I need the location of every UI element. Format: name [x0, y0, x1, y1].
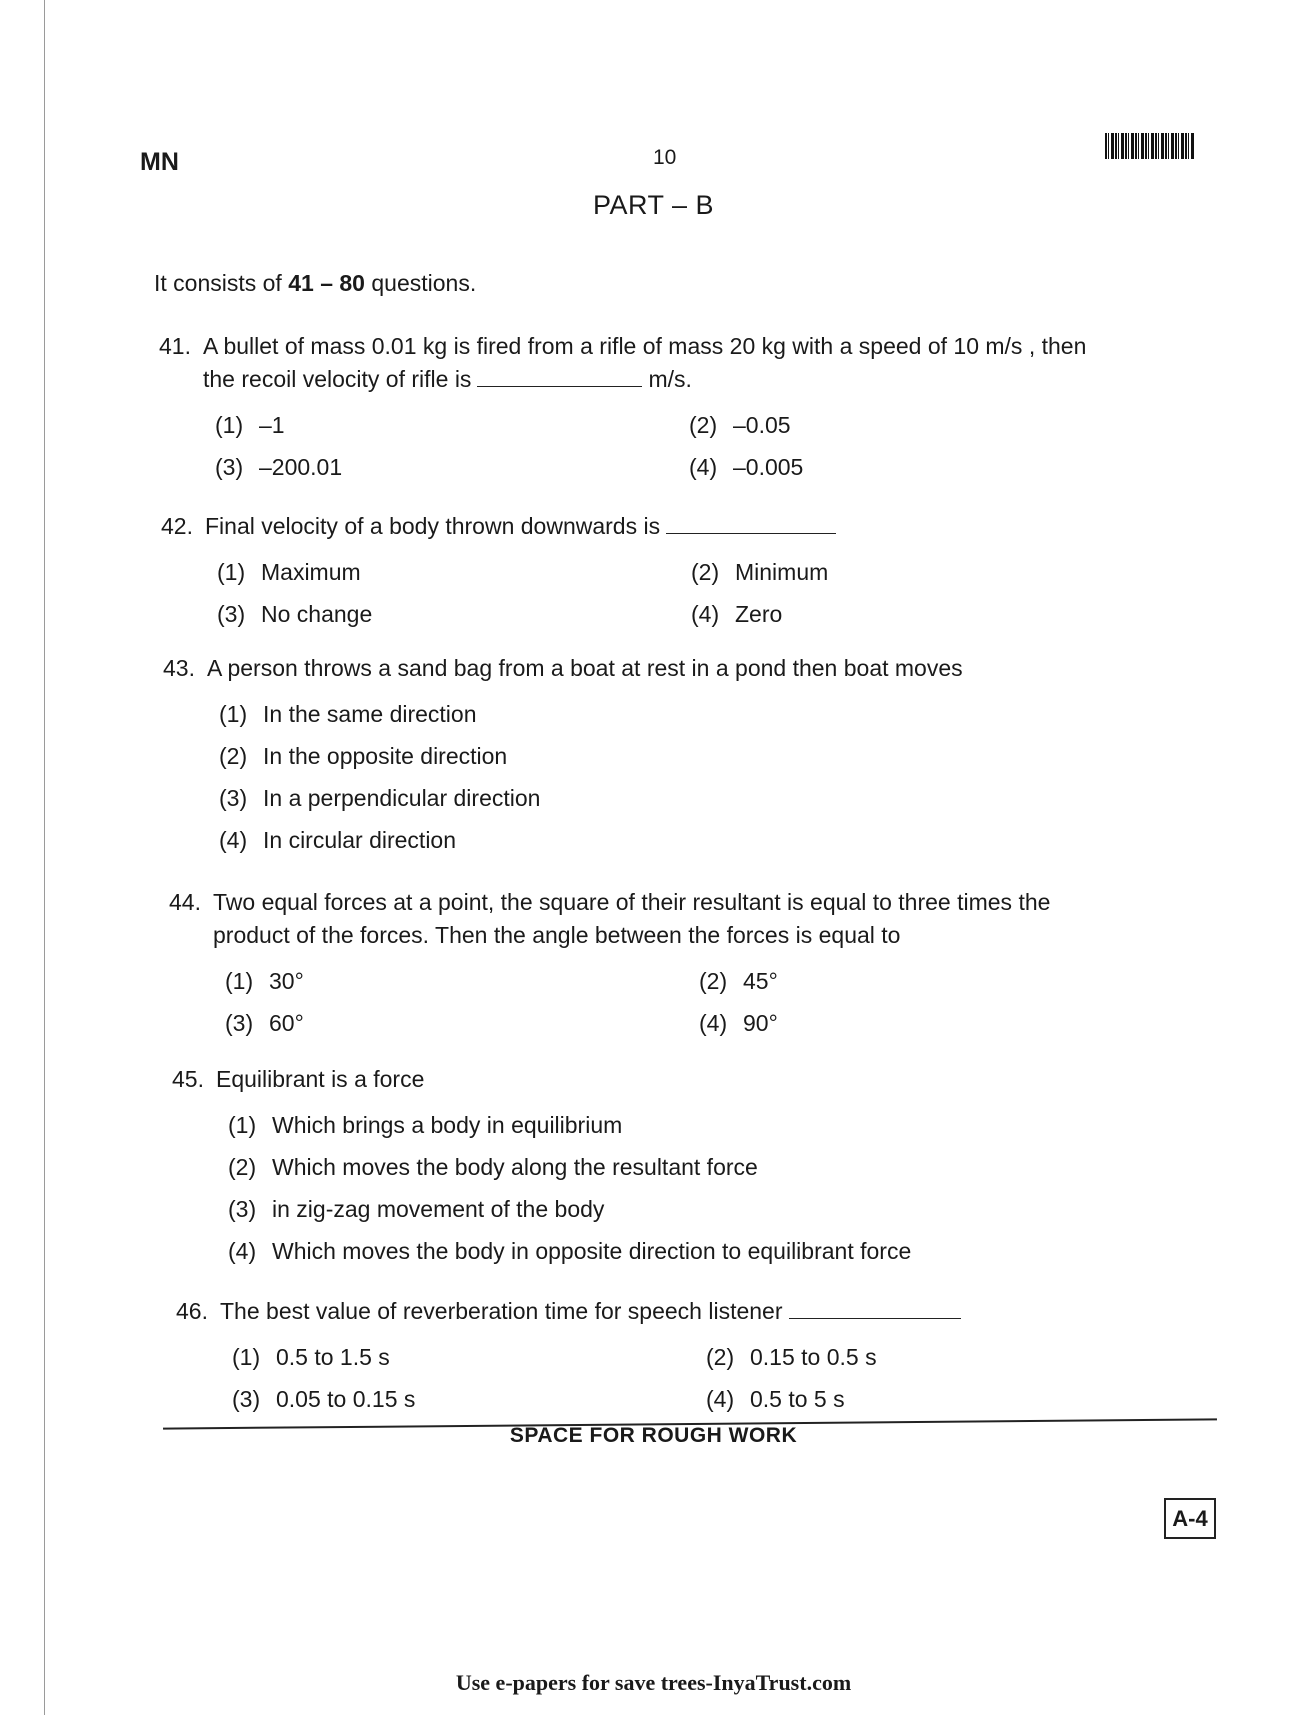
option-2: (2) 0.15 to 0.5 s — [706, 1344, 877, 1370]
question-42 — [161, 510, 1091, 635]
option-2: (2) –0.05 — [689, 412, 791, 438]
option-2: (2) In the opposite direction — [219, 743, 508, 769]
option-2: (2) Minimum — [691, 559, 829, 585]
options — [217, 551, 1091, 635]
option-3: (3) In a perpendicular direction — [219, 785, 541, 811]
question-number: 46. — [176, 1298, 208, 1324]
option-4: (4) 90° — [699, 1010, 778, 1036]
question-43 — [163, 652, 963, 861]
option-4: (4) Zero — [691, 601, 783, 627]
question-stem: Final velocity of a body thrown downwards is — [205, 513, 661, 539]
subject-code: MN — [140, 148, 179, 176]
answer-blank — [789, 1317, 961, 1319]
option-3: (3) –200.01 — [215, 454, 343, 480]
booklet-code-badge: A-4 — [1164, 1498, 1216, 1539]
option-3: (3) No change — [217, 601, 373, 627]
options — [219, 693, 963, 861]
answer-blank — [666, 532, 836, 534]
question-41 — [159, 330, 1089, 488]
option-1: (1) 0.5 to 1.5 s — [232, 1344, 390, 1370]
options — [228, 1104, 911, 1272]
question-number: 41. — [159, 333, 191, 359]
question-stem: A person throws a sand bag from a boat at rest in a pond then boat moves — [207, 655, 963, 681]
intro-suffix: questions. — [364, 270, 477, 296]
options — [215, 404, 1089, 488]
option-4: (4) Which moves the body in opposite direction to equilibrant force — [228, 1238, 912, 1264]
option-4: (4) In circular direction — [219, 827, 457, 853]
options — [225, 960, 1099, 1044]
part-title: PART – B — [592, 190, 715, 220]
options — [232, 1336, 1106, 1420]
question-45 — [172, 1063, 911, 1272]
question-unit: m/s. — [648, 366, 692, 392]
question-stem-line2: the recoil velocity of rifle is — [203, 366, 472, 392]
footer-text: Use e-papers for save trees-InyaTrust.com — [455, 1670, 852, 1695]
option-1: (1) Maximum — [217, 559, 361, 585]
rough-work-label: SPACE FOR ROUGH WORK — [509, 1424, 798, 1447]
option-4: (4) –0.005 — [689, 454, 804, 480]
option-3: (3) 60° — [225, 1010, 304, 1036]
question-stem: Equilibrant is a force — [216, 1066, 425, 1092]
option-1: (1) –1 — [215, 412, 285, 438]
option-1: (1) Which brings a body in equilibrium — [228, 1112, 623, 1138]
intro-prefix: It consists of — [154, 270, 289, 296]
page-number: 10 — [653, 146, 677, 169]
question-46 — [176, 1295, 1106, 1420]
barcode-icon — [1105, 133, 1195, 159]
option-3: (3) 0.05 to 0.15 s — [232, 1386, 416, 1412]
page-margin-line — [44, 0, 45, 1715]
question-number: 45. — [172, 1066, 204, 1092]
option-1: (1) 30° — [225, 968, 304, 994]
question-44 — [169, 886, 1099, 1044]
question-number: 43. — [163, 655, 195, 681]
question-stem-line2: product of the forces. Then the angle between the forces is equal to — [213, 922, 901, 948]
question-stem: A bullet of mass 0.01 kg is fired from a rifle of mass 20 kg with a speed of 10 m/s , then — [203, 333, 1087, 359]
answer-blank — [477, 385, 642, 387]
option-1: (1) In the same direction — [219, 701, 477, 727]
question-number: 42. — [161, 513, 193, 539]
option-3: (3) in zig-zag movement of the body — [228, 1196, 605, 1222]
intro-text — [154, 270, 476, 297]
option-4: (4) 0.5 to 5 s — [706, 1386, 845, 1412]
question-number: 44. — [169, 889, 201, 915]
option-2: (2) 45° — [699, 968, 778, 994]
question-stem: Two equal forces at a point, the square of their resultant is equal to three times the — [213, 889, 1051, 915]
intro-range: 41 – 80 — [288, 270, 365, 296]
option-2: (2) Which moves the body along the resultant force — [228, 1154, 758, 1180]
question-stem: The best value of reverberation time for speech listener — [220, 1298, 783, 1324]
